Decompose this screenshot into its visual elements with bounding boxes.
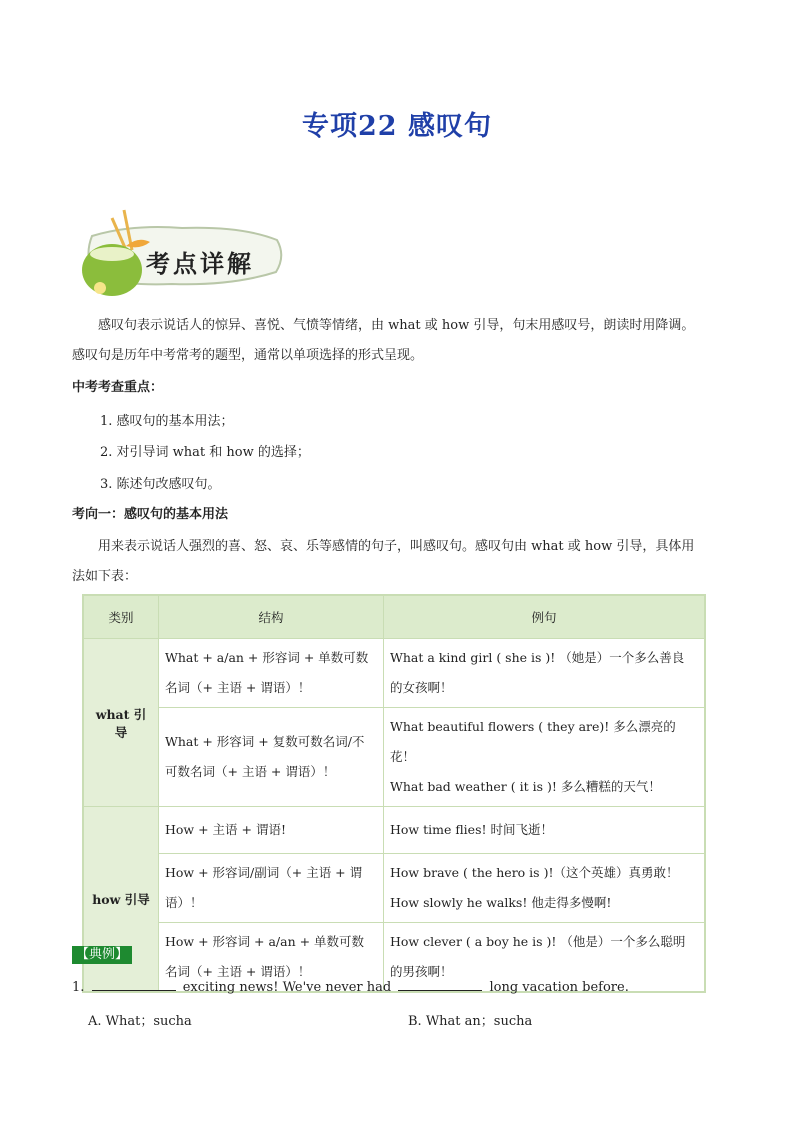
question-number: 1. bbox=[72, 980, 85, 995]
example-line: What bad weather ( it is )! 多么糟糕的天气！ bbox=[390, 779, 661, 794]
intro-line-2: 感叹句是历年中考常考的题型，通常以单项选择的形式呈现。 bbox=[72, 348, 424, 363]
question-text-2: long vacation before. bbox=[489, 980, 629, 995]
key-point-3: 3. 陈述句改感叹句。 bbox=[100, 477, 221, 492]
example-line: What beautiful flowers ( they are)! 多么漂亮的花！ bbox=[390, 719, 676, 764]
table-row bbox=[83, 639, 705, 708]
structure-line: 语）！ bbox=[165, 895, 203, 910]
example-line: 的男孩啊！ bbox=[390, 964, 453, 979]
section-desc-2: 法如下表： bbox=[72, 569, 138, 584]
example-cell: How time flies! 时间飞逝！ bbox=[384, 807, 706, 854]
question-1 bbox=[72, 978, 629, 995]
exclamation-table bbox=[82, 594, 706, 993]
example-line: How brave ( the hero is )!（这个英雄）真勇敢！ bbox=[390, 865, 679, 880]
structure-cell bbox=[159, 854, 384, 923]
table-row bbox=[83, 807, 705, 854]
key-point-2: 2. 对引导词 what 和 how 的选择； bbox=[100, 445, 310, 460]
table-row bbox=[83, 708, 705, 807]
example-line: How slowly he walks! 他走得多慢啊! bbox=[390, 895, 612, 910]
answer-blank-2[interactable] bbox=[398, 978, 482, 991]
example-line: What a kind girl ( she is )! （她是）一个多么善良 bbox=[390, 650, 685, 665]
structure-cell: How + 主语 + 谓语! bbox=[159, 807, 384, 854]
structure-line: What + a/an + 形容词 + 单数可数 bbox=[165, 650, 369, 665]
structure-line: 可数名词（+ 主语 + 谓语）！ bbox=[165, 764, 336, 779]
table-header-row bbox=[83, 595, 705, 639]
answer-blank-1[interactable] bbox=[92, 978, 176, 991]
example-cell bbox=[384, 708, 706, 807]
structure-cell bbox=[159, 708, 384, 807]
example-line: 的女孩啊！ bbox=[390, 680, 453, 695]
section-heading: 考向一：感叹句的基本用法 bbox=[72, 507, 229, 522]
option-b[interactable]: B. What an；sucha bbox=[408, 1014, 533, 1029]
question-text-1: exciting news! We've never had bbox=[182, 980, 392, 995]
structure-cell bbox=[159, 639, 384, 708]
header-example: 例句 bbox=[384, 595, 706, 639]
header-structure: 结构 bbox=[159, 595, 384, 639]
section-banner bbox=[72, 206, 292, 298]
structure-line: What + 形容词 + 复数可数名词/不 bbox=[165, 734, 365, 749]
option-a[interactable]: A. What；sucha bbox=[88, 1014, 192, 1029]
category-how: how 引导 bbox=[83, 807, 159, 993]
key-points-heading: 中考考查重点： bbox=[72, 380, 164, 395]
key-point-1: 1. 感叹句的基本用法； bbox=[100, 414, 234, 429]
section-desc-1: 用来表示说话人强烈的喜、怒、哀、乐等感情的句子，叫感叹句。感叹句由 what 或 how 引导，具体用 bbox=[98, 539, 695, 554]
table-row bbox=[83, 854, 705, 923]
category-what: what 引导 bbox=[83, 639, 159, 807]
structure-line: 名词（+ 主语 + 谓语）！ bbox=[165, 964, 311, 979]
banner-label: 考点详解 bbox=[146, 249, 254, 278]
structure-line: How + 形容词 + a/an + 单数可数 bbox=[165, 934, 365, 949]
example-badge: 【典例】 bbox=[72, 946, 132, 964]
intro-line-1: 感叹句表示说话人的惊异、喜悦、气愤等情绪，由 what 或 how 引导，句末用感叹号，朗读时用降调。 bbox=[98, 318, 695, 333]
structure-line: 名词（+ 主语 + 谓语）！ bbox=[165, 680, 311, 695]
example-line: How clever ( a boy he is )! （他是）一个多么聪明 bbox=[390, 934, 686, 949]
page-title: 专项22 感叹句 bbox=[302, 111, 492, 142]
example-cell bbox=[384, 639, 706, 708]
header-category: 类别 bbox=[83, 595, 159, 639]
example-cell bbox=[384, 854, 706, 923]
structure-line: How + 形容词/副词（+ 主语 + 谓 bbox=[165, 865, 363, 880]
